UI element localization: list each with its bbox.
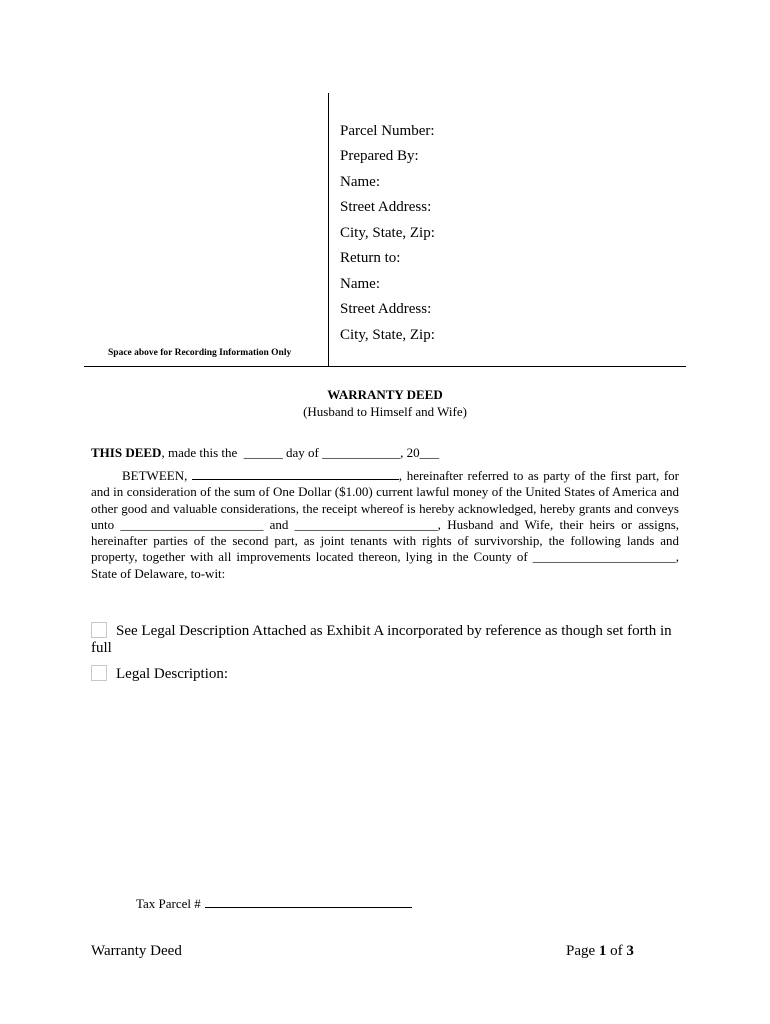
- prepared-by-label: Prepared By:: [340, 148, 419, 164]
- footer-page-number: [566, 943, 634, 960]
- tax-parcel-field: [136, 896, 412, 912]
- grantor-name-line[interactable]: [192, 469, 399, 480]
- page-of: of: [610, 943, 623, 959]
- page-current: 1: [598, 943, 607, 959]
- tax-parcel-line[interactable]: [205, 897, 412, 908]
- parcel-number-label: Parcel Number:: [340, 123, 435, 139]
- return-name-label: Name:: [340, 276, 380, 292]
- tax-parcel-label: Tax Parcel #: [136, 896, 201, 911]
- recording-space-note: Space above for Recording Information Only: [108, 348, 292, 358]
- return-street-label: Street Address:: [340, 301, 432, 317]
- deed-date-rest: , made this the ______ day of ____________, 20___: [161, 445, 440, 460]
- page-total: 3: [626, 943, 634, 959]
- footer-document-name: Warranty Deed: [91, 943, 182, 959]
- legal-description-label: Legal Description:: [116, 666, 229, 682]
- preparer-name-label: Name:: [340, 174, 380, 190]
- legal-description-checkbox[interactable]: [91, 665, 107, 681]
- page-prefix: Page: [566, 943, 596, 959]
- between-label: BETWEEN,: [122, 468, 188, 483]
- deed-body-paragraph: [91, 468, 679, 582]
- return-to-label: Return to:: [340, 250, 401, 266]
- preparer-city-label: City, State, Zip:: [340, 225, 435, 241]
- recording-divider-horizontal: [84, 366, 686, 367]
- exhibit-a-label: See Legal Description Attached as Exhibit A incorporated by reference as though set forth in full: [91, 623, 672, 656]
- preparer-street-label: Street Address:: [340, 199, 432, 215]
- body-text: , hereinafter referred to as party of the first part, for and in consideration of the sum of One Dollar ($1.00) current lawful money of the United States of America and other good and valuable considerations, the receipt whereof is hereby acknowledged, hereby grants and conveys unto ______________________ and ______________________, Husband and Wife, their heirs or assigns, hereinafter parties of the second part, as joint tenants with rights of survivorship, the following lands and property, together with all improvements located thereon, lying in the County of ______________________, State of Delaware, to-wit:: [91, 468, 680, 581]
- document-subtitle: (Husband to Himself and Wife): [303, 404, 467, 419]
- deed-date-line: [91, 445, 439, 461]
- deed-lead: THIS DEED: [91, 445, 162, 460]
- return-city-label: City, State, Zip:: [340, 327, 435, 343]
- recording-divider-vertical: [328, 93, 329, 367]
- document-title: WARRANTY DEED: [327, 387, 443, 402]
